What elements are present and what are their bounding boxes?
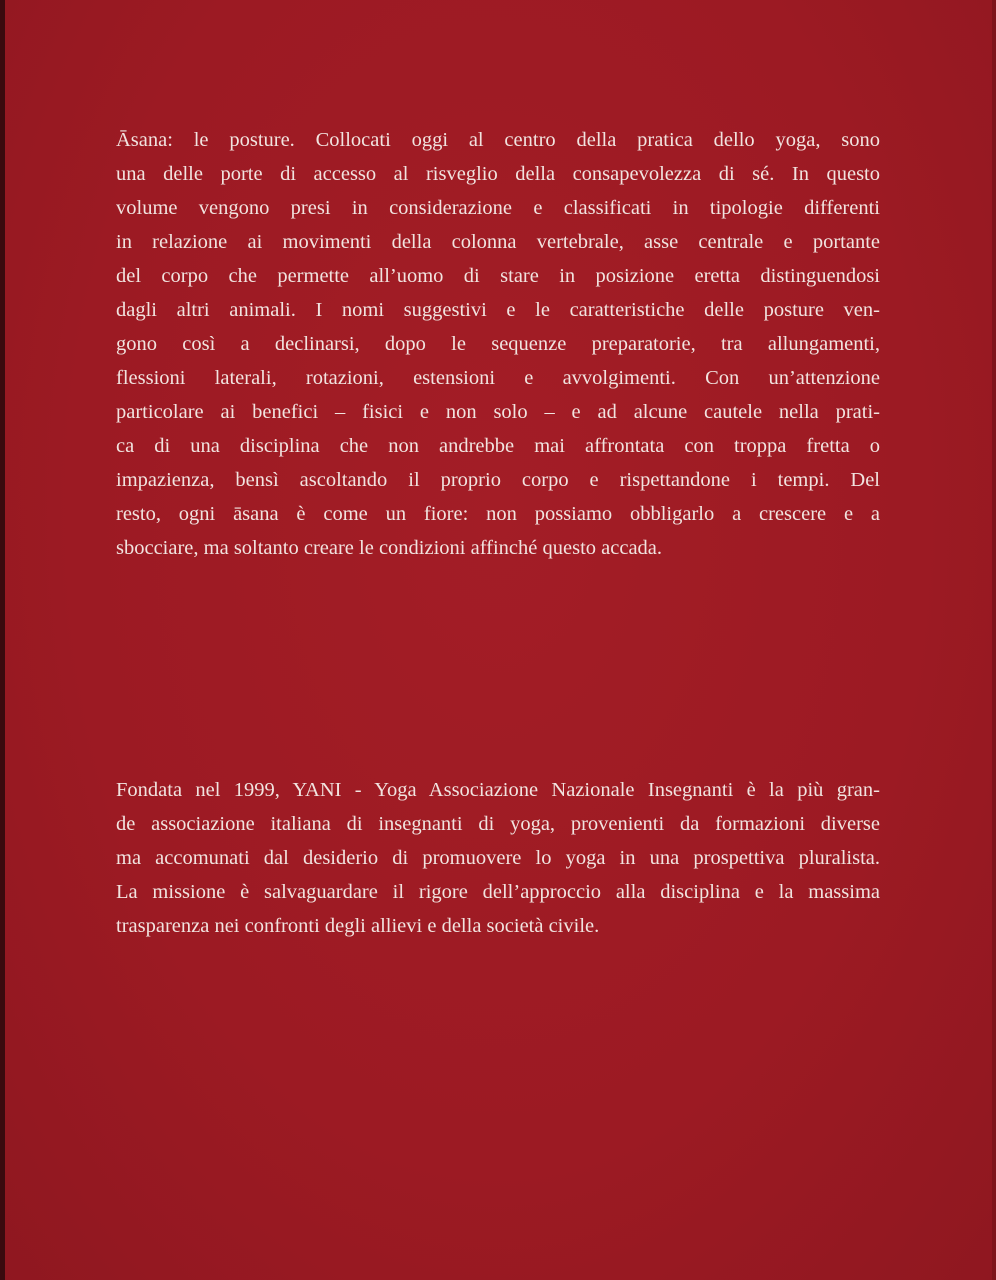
publisher-about <box>116 773 880 943</box>
book-spine-edge <box>0 0 5 1280</box>
text-line: de associazione italiana di insegnanti di yoga, provenienti da formazioni diverse <box>116 813 880 835</box>
book-description <box>116 123 880 565</box>
text-line: ma accomunati dal desiderio di promuovere lo yoga in una prospettiva pluralista. <box>116 847 880 869</box>
text-line: Āsana: le posture. Collocati oggi al centro della pratica dello yoga, sono <box>116 129 880 151</box>
text-line: resto, ogni āsana è come un fiore: non possiamo obbligarlo a crescere e a <box>116 503 880 525</box>
text-line: particolare ai benefici – fisici e non solo – e ad alcune cautele nella prati- <box>116 401 880 423</box>
text-line: in relazione ai movimenti della colonna vertebrale, asse centrale e portante <box>116 231 880 253</box>
text-line: del corpo che permette all’uomo di stare in posizione eretta distinguendosi <box>116 265 880 287</box>
text-line: La missione è salvaguardare il rigore dell’approccio alla disciplina e la massima <box>116 881 880 903</box>
text-line: volume vengono presi in considerazione e classificati in tipologie differenti <box>116 197 880 219</box>
book-right-edge <box>992 0 996 1280</box>
text-line: dagli altri animali. I nomi suggestivi e le caratteristiche delle posture ven- <box>116 299 880 321</box>
text-line: una delle porte di accesso al risveglio della consapevolezza di sé. In questo <box>116 163 880 185</box>
text-line: ca di una disciplina che non andrebbe mai affrontata con troppa fretta o <box>116 435 880 457</box>
text-line: gono così a declinarsi, dopo le sequenze preparatorie, tra allungamenti, <box>116 333 880 355</box>
text-line: Fondata nel 1999, YANI - Yoga Associazione Nazionale Insegnanti è la più gran- <box>116 779 880 801</box>
text-line: trasparenza nei confronti degli allievi e della società civile. <box>116 915 600 937</box>
text-line: impazienza, bensì ascoltando il proprio corpo e rispettandone i tempi. Del <box>116 469 880 491</box>
text-line: flessioni laterali, rotazioni, estensioni e avvolgimenti. Con un’attenzione <box>116 367 880 389</box>
text-line: sbocciare, ma soltanto creare le condizioni affinché questo accada. <box>116 537 663 559</box>
